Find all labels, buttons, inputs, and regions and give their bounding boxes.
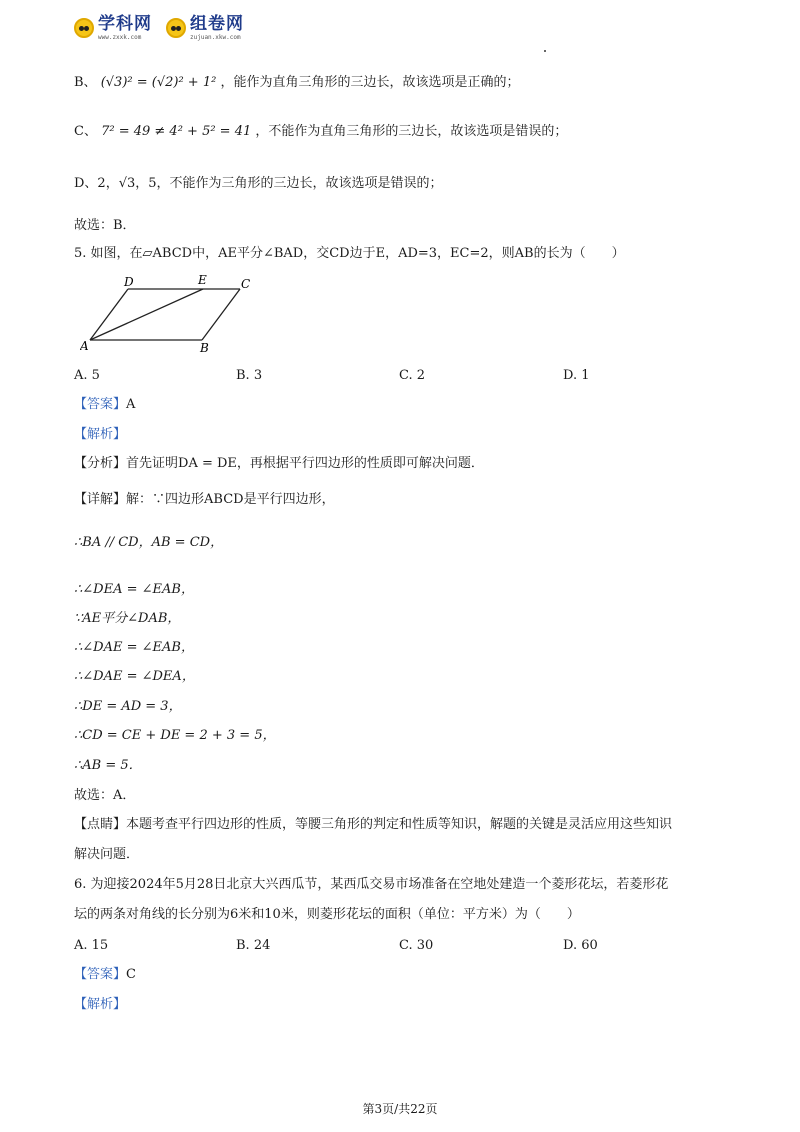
question-6-line-2: 坛的两条对角线的长分别为6米和10米，则菱形花坛的面积（单位：平方米）为（ ） bbox=[74, 907, 580, 922]
fenxi-text: 首先证明DA = DE，再根据平行四边形的性质即可解决问题． bbox=[126, 456, 484, 471]
segment-ae bbox=[90, 289, 203, 340]
q6-option-c[interactable]: C. 30 bbox=[399, 938, 434, 953]
prefix: B、 bbox=[74, 75, 97, 90]
step-6: ∴DE = AD = 3， bbox=[74, 699, 182, 714]
step-5: ∴∠DAE = ∠DEA， bbox=[74, 669, 195, 684]
prefix: C、 bbox=[74, 124, 97, 139]
fenxi-line bbox=[74, 457, 484, 470]
option-b-line bbox=[74, 76, 519, 89]
fenxi-tag: 【分析】 bbox=[74, 456, 127, 471]
side-ad bbox=[90, 289, 128, 340]
text: ，能作为直角三角形的三边长，故该选项是正确的； bbox=[220, 75, 520, 90]
math-expression: 7² = 49 ≠ 4² + 5² = 41 bbox=[101, 124, 252, 139]
answer-value: A bbox=[126, 397, 136, 412]
stray-dot bbox=[544, 50, 546, 52]
label-d: D bbox=[124, 275, 134, 289]
mascot-icon bbox=[166, 18, 186, 38]
q5-option-c[interactable]: C. 2 bbox=[399, 368, 426, 383]
step-7: ∴CD = CE + DE = 2 + 3 = 5， bbox=[74, 728, 276, 743]
label-e: E bbox=[198, 273, 207, 287]
choose-line: 故选：B． bbox=[74, 218, 136, 233]
xiangjie-tag: 【详解】 bbox=[74, 492, 127, 507]
analysis-tag: 【解析】 bbox=[74, 427, 127, 442]
side-cb bbox=[202, 289, 240, 340]
xiangjie-text: 解：∵四边形ABCD是平行四边形， bbox=[126, 492, 335, 507]
zujuan-logo[interactable] bbox=[166, 13, 244, 41]
page-footer: 第3页/共22页 bbox=[362, 1102, 438, 1116]
dianjing-line-1 bbox=[74, 818, 672, 831]
answer-5 bbox=[74, 398, 135, 411]
logo1-name: 学科网 bbox=[98, 13, 152, 34]
logo2-url: zujuan.xkw.com bbox=[190, 33, 241, 41]
q6-option-d[interactable]: D. 60 bbox=[563, 938, 598, 953]
header-logos bbox=[74, 10, 244, 46]
dianjing-text: 本题考查平行四边形的性质，等腰三角形的判定和性质等知识，解题的关键是灵活应用这些知识 bbox=[126, 817, 673, 832]
label-b: B bbox=[200, 341, 209, 355]
option-d-line: D、2，√3，5，不能作为三角形的三边长，故该选项是错误的； bbox=[74, 176, 443, 191]
dianjing-tag: 【点睛】 bbox=[74, 817, 127, 832]
q6-option-a[interactable]: A. 15 bbox=[74, 938, 109, 953]
logo1-url: www.zxxk.com bbox=[98, 33, 142, 41]
answer-6 bbox=[74, 968, 136, 981]
q6-option-b[interactable]: B. 24 bbox=[236, 938, 271, 953]
question-5: 5. 如图，在▱ABCD中，AE平分∠BAD，交CD边于E，AD=3，EC=2，则AB的长为（ ） bbox=[74, 246, 625, 261]
logo2-name: 组卷网 bbox=[190, 13, 244, 34]
parallelogram-figure bbox=[80, 272, 260, 357]
analysis-tag-2: 【解析】 bbox=[74, 997, 127, 1012]
answer-value: C bbox=[126, 967, 136, 982]
step-4: ∴∠DAE = ∠EAB， bbox=[74, 640, 194, 655]
math-expression: (√3)² = (√2)² + 1² bbox=[100, 75, 217, 90]
xiangjie-line bbox=[74, 493, 335, 506]
label-a: A bbox=[80, 339, 89, 353]
q5-option-a[interactable]: A. 5 bbox=[74, 368, 100, 383]
dianjing-line-2: 解决问题． bbox=[74, 847, 140, 862]
q5-option-d[interactable]: D. 1 bbox=[563, 368, 590, 383]
answer-tag: 【答案】 bbox=[74, 397, 127, 412]
question-6-line-1: 6. 为迎接2024年5月28日北京大兴西瓜节，某西瓜交易市场准备在空地处建造一个菱形花坛，若菱形花 bbox=[74, 877, 669, 892]
step-1: ∴BA // CD，AB = CD， bbox=[74, 535, 224, 550]
label-c: C bbox=[241, 277, 251, 291]
text: ，不能作为直角三角形的三边长，故该选项是错误的； bbox=[255, 124, 568, 139]
choose-line-2: 故选：A． bbox=[74, 788, 136, 803]
answer-tag: 【答案】 bbox=[74, 967, 127, 982]
step-3: ∵AE平分∠DAB， bbox=[74, 611, 181, 626]
q5-option-b[interactable]: B. 3 bbox=[236, 368, 263, 383]
zxxk-logo[interactable] bbox=[74, 13, 152, 41]
step-2: ∴∠DEA = ∠EAB， bbox=[74, 582, 194, 597]
step-8: ∴AB = 5． bbox=[74, 758, 142, 773]
option-c-line bbox=[74, 125, 567, 138]
mascot-icon bbox=[74, 18, 94, 38]
